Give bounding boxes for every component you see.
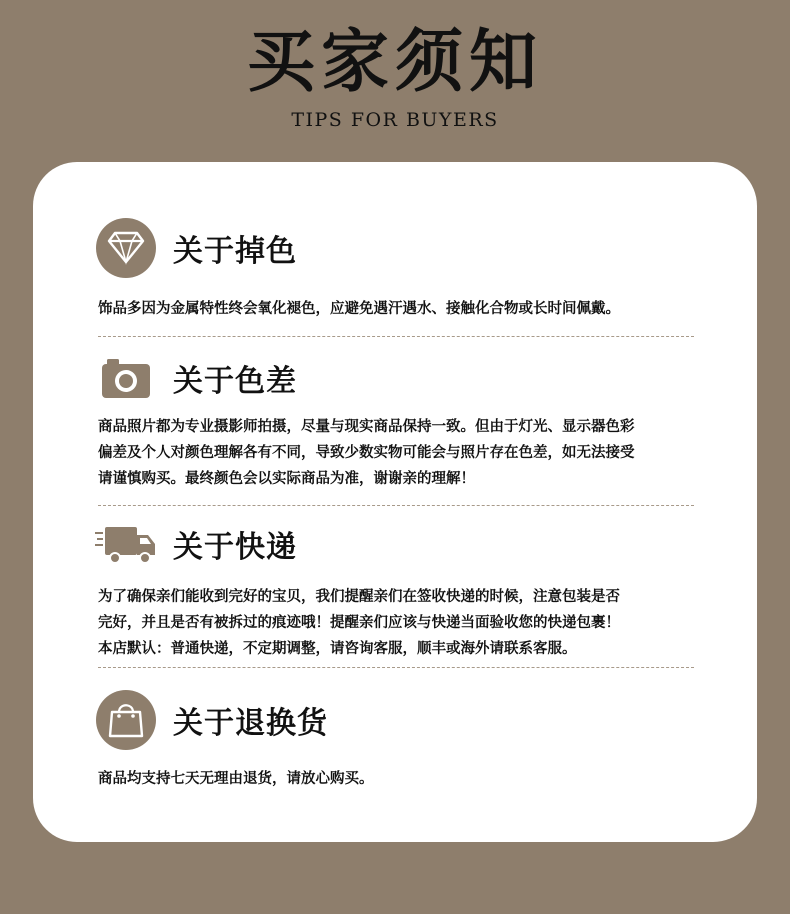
divider [98, 667, 694, 668]
divider [98, 336, 694, 337]
section-header [95, 346, 297, 410]
notice-card [33, 162, 757, 842]
section-text [98, 584, 698, 662]
text-line: 商品均支持七天无理由退货，请放心购买。 [98, 771, 374, 787]
section-text [98, 766, 698, 792]
section-title: 关于快递 [173, 530, 297, 565]
text-line: 饰品多因为金属特性终会氧化褪色，应避免遇汗遇水、接触化合物或长时间佩戴。 [98, 301, 620, 317]
page-title: 买家须知 [246, 22, 543, 102]
page-subtitle: TIPS FOR BUYERS [291, 109, 499, 131]
section-title: 关于掉色 [173, 234, 297, 269]
section-text [98, 296, 698, 322]
text-line: 偏差及个人对颜色理解各有不同，导致少数实物可能会与照片存在色差，如无法接受 [98, 445, 635, 461]
diamond-icon [95, 217, 157, 279]
section-header [95, 688, 328, 752]
text-line: 本店默认：普通快递，不定期调整，请咨询客服，顺丰或海外请联系客服。 [98, 641, 577, 657]
divider [98, 505, 694, 506]
section-title: 关于色差 [173, 364, 297, 399]
text-line: 完好，并且是否有被拆过的痕迹哦！提醒亲们应该与快递当面验收您的快递包裹！ [98, 615, 620, 631]
text-line: 请谨慎购买。最终颜色会以实际商品为准，谢谢亲的理解！ [98, 471, 475, 487]
section-header [95, 512, 297, 576]
camera-icon [95, 347, 157, 409]
section-text [98, 414, 698, 492]
shopping-bag-icon [95, 689, 157, 751]
delivery-truck-icon [95, 513, 157, 575]
header [0, 0, 790, 150]
section-header [95, 216, 297, 280]
text-line: 商品照片都为专业摄影师拍摄，尽量与现实商品保持一致。但由于灯光、显示器色彩 [98, 419, 635, 435]
section-title: 关于退换货 [173, 706, 328, 741]
text-line: 为了确保亲们能收到完好的宝贝，我们提醒亲们在签收快递的时候，注意包装是否 [98, 589, 620, 605]
